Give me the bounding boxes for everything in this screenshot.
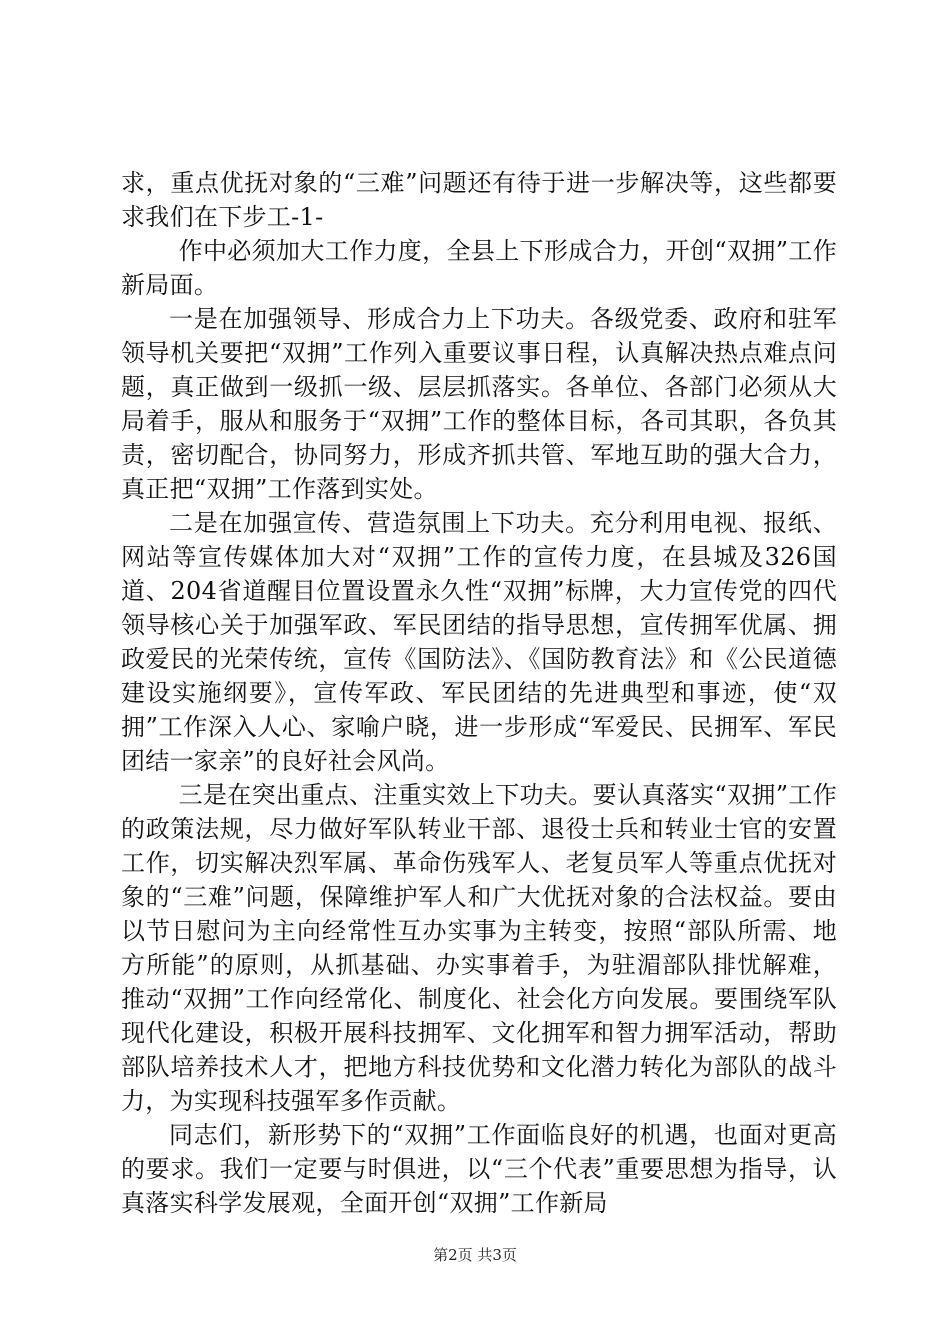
paragraph-continued-work: 作中必须加大工作力度，全县上下形成合力，开创“双拥”工作新局面。 bbox=[121, 237, 837, 299]
paragraph-point-two: 二是在加强宣传、营造氛围上下功夫。充分利用电视、报纸、网站等宣传媒体加大对“双拥”工作的宣传力度，在县城及326国道、204省道醒目位置设置永久性“双拥”标牌，大力宣传党的四代领导核心关于加强军政、军民团结的指导思想，宣传拥军优属、拥政爱民的光荣传统，宣传《国防法》、《国防教育法》和《公民道德建设实施纲要》，宣传军政、军民团结的先进典型和事迹，使“双拥”工作深入人心、家喻户晓，进一步形成“军爱民、民拥军、军民团结一家亲”的良好社会风尚。 bbox=[121, 509, 837, 775]
document-body bbox=[121, 166, 837, 1220]
paragraph-continuation: 求，重点优抚对象的“三难”问题还有待于进一步解决等，这些都要求我们在下步工-1- bbox=[121, 169, 837, 231]
paragraph-point-one: 一是在加强领导、形成合力上下功夫。各级党委、政府和驻军领导机关要把“双拥”工作列入重要议事日程，认真解决热点难点问题，真正做到一级抓一级、层层抓落实。各单位、各部门必须从大局着手，服从和服务于“双拥”工作的整体目标，各司其职，各负其责，密切配合，协同努力，形成齐抓共管、军地互助的强大合力，真正把“双拥”工作落到实处。 bbox=[121, 305, 837, 503]
page-number-footer: 第2页 共3页 bbox=[433, 1246, 517, 1264]
paragraph-closing: 同志们，新形势下的“双拥”工作面临良好的机遇，也面对更高的要求。我们一定要与时俱进，以“三个代表”重要思想为指导，认真落实科学发展观，全面开创“双拥”工作新局 bbox=[121, 1121, 837, 1217]
paragraph-point-three: 三是在突出重点、注重实效上下功夫。要认真落实“双拥”工作的政策法规，尽力做好军队转业干部、退役士兵和转业士官的安置工作，切实解决烈军属、革命伤残军人、老复员军人等重点优抚对象的“三难”问题，保障维护军人和广大优抚对象的合法权益。要由以节日慰问为主向经常性互办实事为主转变，按照“部队所需、地方所能”的原则，从抓基础、办实事着手，为驻湄部队排忧解难，推动“双拥”工作向经常化、制度化、社会化方向发展。要围绕军队现代化建设，积极开展科技拥军、文化拥军和智力拥军活动，帮助部队培养技术人才，把地方科技优势和文化潜力转化为部队的战斗力，为实现科技强军多作贡献。 bbox=[121, 781, 837, 1115]
